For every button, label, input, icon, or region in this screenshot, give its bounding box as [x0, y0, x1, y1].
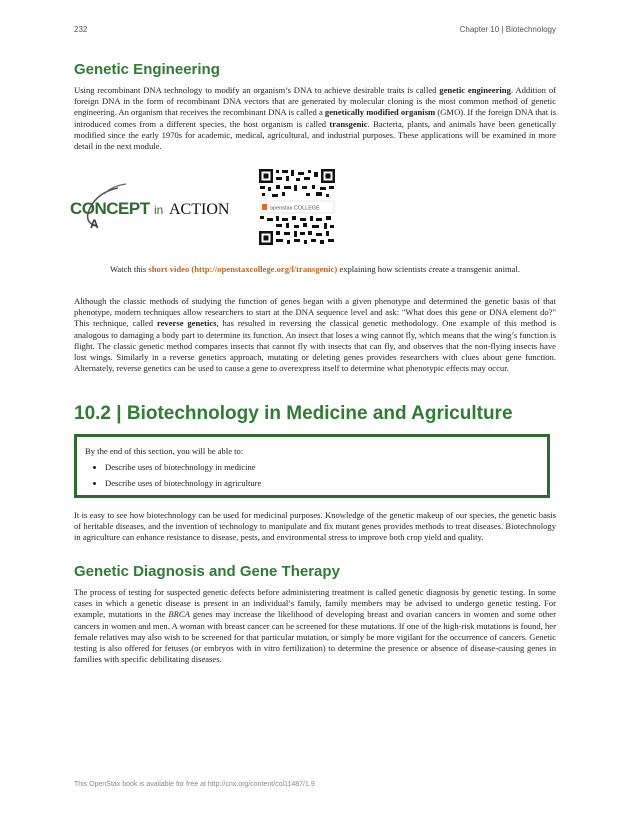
- paragraph-reverse-genetics: Although the classic methods of studying the function of genes began with a given phenotype and determined the genetic basis of that phenotype, modern techniques allow researchers to start at the DNA sequence level and ask: "What does this gene or DNA element do?" This technique, called reverse genetics, has resulted in reversing the classical genetic methodology. One example of this method is analogous to damaging a body part to determine its function. An insect that loses a wing cannot fly, which means that the wing’s function is flight. The classic genetic method compares insects that cannot fly with insects that can fly, and observes that the non-flying insects have lost wings. Similarly in a reverse genetics approach, mutating or deleting genes provides researchers with clues about gene function. Alternately, reverse genetics can be used to cause a gene to overexpress itself to determine what phenotypic effects may occur.: [74, 296, 556, 374]
- qr-badge-text: openstax COLLEGE: [270, 205, 320, 212]
- transgenic-video-link[interactable]: short video (http://openstaxcollege.org/l/transgenic): [148, 264, 338, 274]
- logo-in-text: in: [154, 203, 164, 217]
- paragraph-genetic-diagnosis: The process of testing for suspected genetic defects before administering treatment is called genetic diagnosis by genetic testing. In some cases in which a genetic disease is present in an individual’s family, family members may be advised to undergo genetic testing. For example, mutations in the BRCA genes may increase the likelihood of developing breast and ovarian cancers in women and some other cancers in women and men. A woman with breast cancer can be screened for these mutations. If one of the high-risk mutations is found, her female relatives may also wish to be screened for that particular mutation, or simply be more vigilant for the occurrence of cancers. Genetic testing is also offered for fetuses (or embryos with in vitro fertilization) to determine the presence or absence of disease-causing genes in families with specific debilitating diseases.: [74, 587, 556, 665]
- svg-text:A: A: [90, 217, 99, 230]
- logo-concept-text: CONCEPT: [70, 199, 150, 218]
- paragraph-section-intro: It is easy to see how biotechnology can be used for medicinal purposes. Knowledge of the genetic makeup of our species, the genetic basis of heritable diseases, and the invention of technology to manipulate and fix mutant genes provides methods to treat diseases. Biotechnology in agriculture can enhance resistance to disease, pests, and environmental stress to improve both crop yield and quality.: [74, 510, 556, 543]
- heading-genetic-diagnosis: Genetic Diagnosis and Gene Therapy: [74, 563, 340, 580]
- objective-item: • Describe uses of biotechnology in agriculture: [105, 478, 539, 488]
- learning-objectives-box: [74, 434, 550, 498]
- page-number: 232: [74, 25, 88, 34]
- paragraph-genetic-engineering: Using recombinant DNA technology to modify an organism’s DNA to achieve desirable traits is called genetic engineering. Addition of foreign DNA in the form of recombinant DNA vectors that are generated by molecular cloning is the most common method of genetic engineering. An organism that receives the recombinant DNA is called a genetically modified organism (GMO). If the foreign DNA that is introduced comes from a different species, the host organism is called transgenic. Bacteria, plants, and animals have been genetically modified since the early 1970s for academic, medical, agricultural, and industrial purposes. These applications will be examined in more detail in the next module.: [74, 85, 556, 152]
- objective-item: • Describe uses of biotechnology in medicine: [105, 462, 539, 472]
- page-footer: This OpenStax book is available for free at http://cnx.org/content/col11487/1.9: [74, 781, 315, 788]
- section-name: Biotechnology in Medicine and Agriculture: [126, 403, 513, 424]
- concept-in-action-logo: [68, 180, 238, 230]
- section-number: 10.2: [74, 403, 111, 424]
- section-title: 10.2 | Biotechnology in Medicine and Agriculture: [74, 403, 513, 424]
- watch-video-line: Watch this short video (http://openstaxcollege.org/l/transgenic) explaining how scientists create a transgenic animal.: [109, 264, 521, 274]
- qr-code: [258, 168, 336, 246]
- objectives-intro: By the end of this section, you will be able to:: [85, 446, 244, 456]
- logo-action-text: ACTION: [169, 201, 230, 218]
- heading-genetic-engineering: Genetic Engineering: [74, 61, 220, 78]
- objectives-list: [85, 462, 539, 488]
- chapter-header: Chapter 10 | Biotechnology: [459, 25, 556, 34]
